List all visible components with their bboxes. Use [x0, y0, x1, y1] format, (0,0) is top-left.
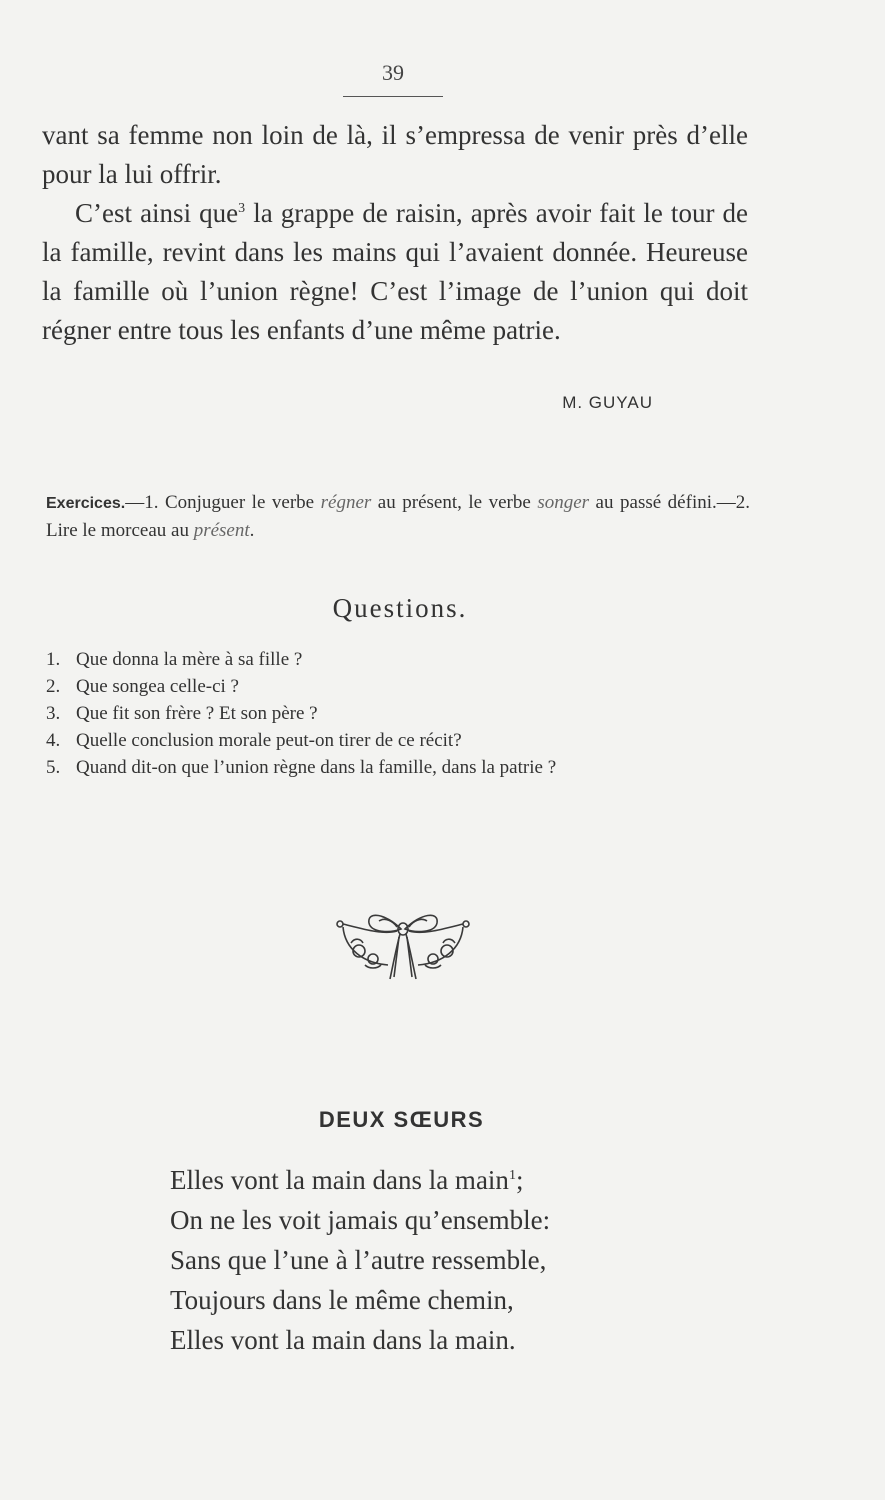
exercises-verb-1: régner [320, 492, 372, 513]
paragraph-2-start: C’est ainsi que [75, 198, 239, 228]
bow-ornament-icon [333, 907, 473, 983]
prose-text [42, 116, 748, 350]
poem-line-1 [170, 1160, 690, 1200]
question-item [46, 754, 736, 781]
exercises-verb-2: songer [537, 492, 590, 513]
poem-line-4: Toujours dans le même chemin, [170, 1285, 514, 1315]
question-number: 1. [46, 649, 61, 670]
poem-line-1-text: Elles vont la main dans la main [170, 1165, 509, 1195]
poem-line-2: On ne les voit jamais qu’ensemble: [170, 1205, 551, 1235]
question-text: Quand dit-on que l’union règne dans la famille, dans la patrie ? [76, 757, 557, 778]
author-signature: M. GUYAU [562, 393, 653, 412]
question-text: Que donna la mère à sa fille ? [76, 649, 303, 670]
poem-line-3: Sans que l’une à l’autre ressemble, [170, 1245, 547, 1275]
question-number: 3. [46, 703, 61, 724]
exercises-text-4: . [249, 520, 255, 541]
poem-line-5: Elles vont la main dans la main. [170, 1325, 516, 1355]
question-number: 2. [46, 676, 61, 697]
questions-title: Questions. [332, 593, 468, 623]
exercises-label: Exercices. [46, 495, 126, 512]
footnote-ref-1: 1 [508, 1168, 516, 1183]
exercises-block [46, 489, 750, 544]
question-item [46, 646, 736, 673]
question-item [46, 673, 736, 700]
question-text: Que songea celle-ci ? [76, 676, 239, 697]
exercises-text-2: au présent, le verbe [371, 492, 538, 513]
poem-line-1-end: ; [515, 1165, 524, 1195]
page-number-rule [343, 96, 443, 97]
question-item [46, 727, 736, 754]
paragraph-2-rest: la grappe de raisin, après avoir fait le tour de la famille, revint dans les mains qui l’avaient donnée. Heureuse la famille où l’union règne! C’est l’image de l’union qui doit régner entre tous les enfants d’une même patrie. [42, 198, 748, 345]
questions-list [46, 646, 736, 781]
paragraph-1: vant sa femme non loin de là, il s’empressa de venir près d’elle pour la lui offrir. [42, 120, 748, 189]
exercises-text-3: au passé défini.—2. Lire le morceau au [46, 492, 750, 541]
poem-stanza [170, 1160, 690, 1360]
paragraph-2 [42, 194, 748, 350]
footnote-ref-3: 3 [238, 201, 246, 216]
question-number: 5. [46, 757, 61, 778]
poem-title: DEUX SŒURS [318, 1107, 485, 1132]
exercises-tense: présent [193, 520, 250, 541]
question-text: Quelle conclusion morale peut-on tirer de ce récit? [76, 730, 462, 751]
question-text: Que fit son frère ? Et son père ? [76, 703, 318, 724]
question-number: 4. [46, 730, 61, 751]
page-number: 39 [382, 60, 404, 85]
exercises-text-1: —1. Conjuguer le verbe [125, 492, 321, 513]
question-item [46, 700, 736, 727]
